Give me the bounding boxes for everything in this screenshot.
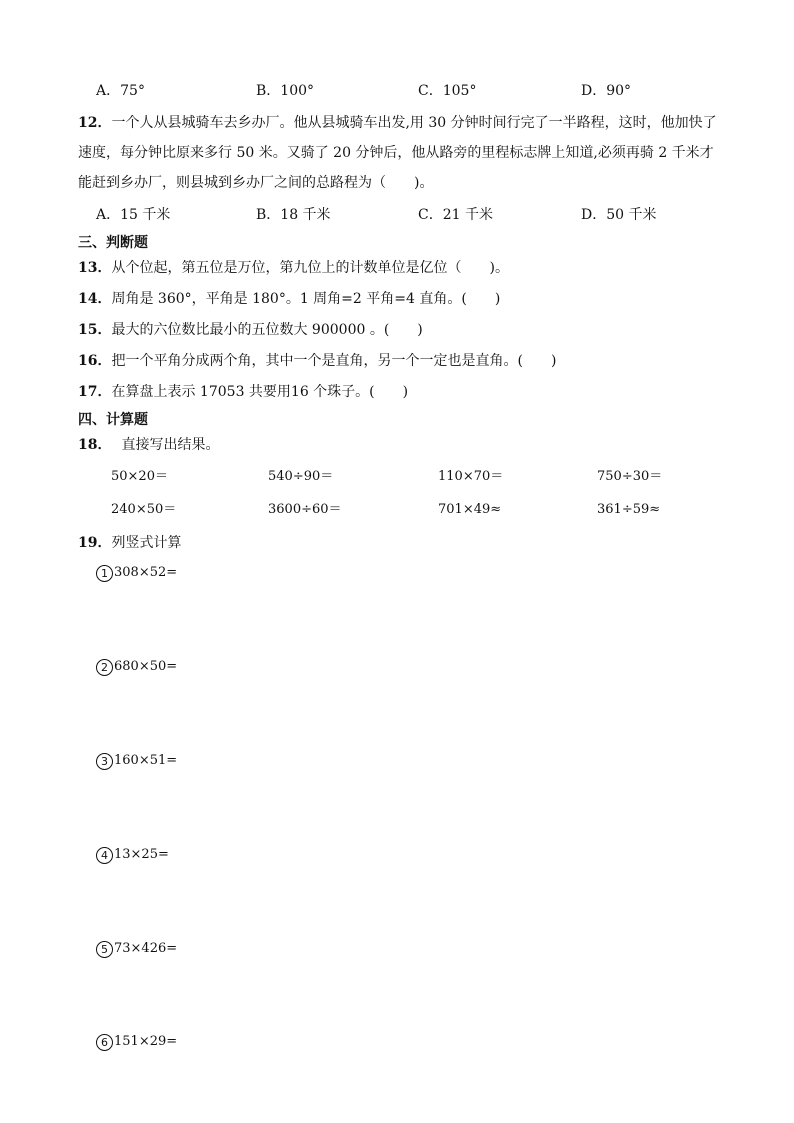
circled-number: 5	[96, 941, 113, 958]
q18-calc: 240×50＝	[111, 502, 177, 517]
q12-option-a: A．15 千米	[96, 207, 171, 223]
q11-option-d: D．90°	[581, 83, 632, 99]
q19-item: 1 308×52=	[96, 563, 177, 583]
q13: 13．从个位起，第五位是万位，第九位上的计数单位是亿位（ )。	[78, 260, 509, 276]
q18-calc: 50×20＝	[111, 469, 168, 484]
q18-calc: 3600÷60＝	[268, 502, 342, 517]
q17: 17．在算盘上表示 17053 共要用16 个珠子。( )	[78, 384, 409, 400]
section-3-heading: 三、判断题	[78, 235, 148, 251]
q19-prompt: 19．列竖式计算	[78, 535, 182, 551]
q11-option-b: B．100°	[256, 83, 315, 99]
q16: 16．把一个平角分成两个角，其中一个是直角，另一个一定也是直角。( )	[78, 353, 557, 369]
q11-option-c: C．105°	[418, 83, 477, 99]
q19-item: 6 151×29=	[96, 1032, 177, 1052]
q12-option-d: D．50 千米	[581, 207, 657, 223]
q18-prompt: 18． 直接写出结果。	[78, 437, 220, 453]
circled-number: 2	[96, 659, 113, 676]
q12-line-2: 速度，每分钟比原来多行 50 米。又骑了 20 分钟后，他从路旁的里程标志牌上知道,必须再骑 2 千米才	[78, 145, 714, 161]
q12-line-3: 能赶到乡办厂，则县城到乡办厂之间的总路程为（ )。	[78, 175, 434, 191]
q19-item: 5 73×426=	[96, 939, 177, 959]
q19-item: 3 160×51=	[96, 751, 177, 771]
q18-calc: 361÷59≈	[597, 502, 661, 517]
q11-option-a: A．75°	[96, 83, 145, 99]
q12-option-b: B．18 千米	[256, 207, 331, 223]
circled-number: 1	[96, 565, 113, 582]
q15: 15．最大的六位数比最小的五位数大 900000 。( )	[78, 322, 423, 338]
q14: 14．周角是 360°，平角是 180°。1 周角=2 平角=4 直角。( )	[78, 291, 501, 307]
q19-item: 4 13×25=	[96, 845, 169, 865]
circled-number: 4	[96, 847, 113, 864]
q12-option-c: C．21 千米	[418, 207, 493, 223]
q12-line-1: 12．一个人从县城骑车去乡办厂。他从县城骑车出发,用 30 分钟时间行完了一半路程，这时，他加快了	[78, 115, 717, 131]
section-4-heading: 四、计算题	[78, 412, 148, 428]
circled-number: 6	[96, 1034, 113, 1051]
q18-calc: 750÷30＝	[597, 469, 663, 484]
q18-calc: 540÷90＝	[268, 469, 334, 484]
q18-calc: 701×49≈	[438, 502, 502, 517]
q19-item: 2 680×50=	[96, 657, 177, 677]
q18-calc: 110×70＝	[438, 469, 504, 484]
circled-number: 3	[96, 753, 113, 770]
